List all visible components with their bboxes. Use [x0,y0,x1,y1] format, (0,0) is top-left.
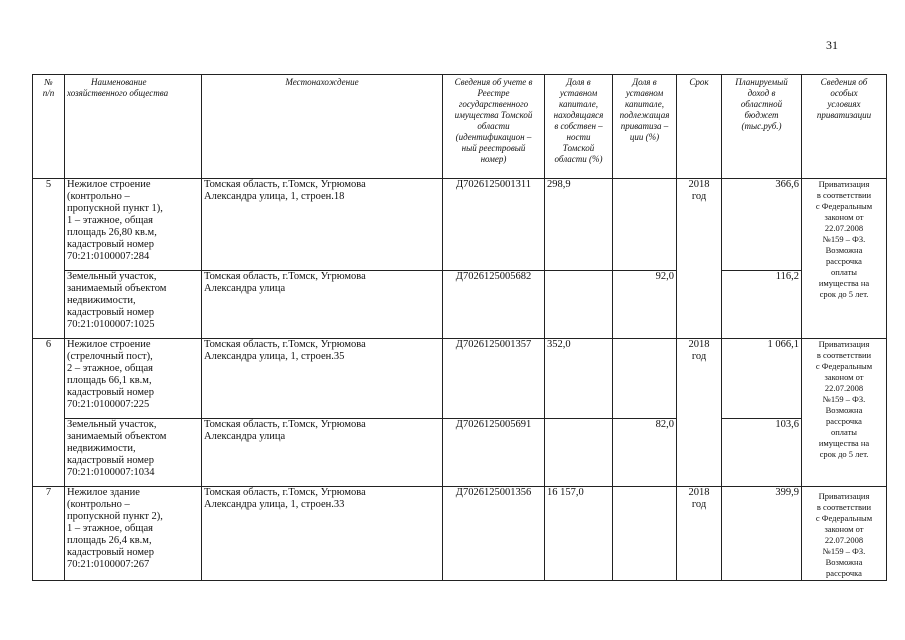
privatization-conditions: Приватизация в соответствии с Федеральным законом от 22.07.2008 №159 – ФЗ. Возможна рассрочка оплаты имущества на срок до 5 лет. [802,339,887,487]
share-privat: 82,0 [613,419,677,487]
registry-number: Д7026125005691 [443,419,545,487]
table-row [33,339,887,419]
row-number: 7 [33,487,65,581]
table-row [33,419,887,487]
header-location: Местонахождение [202,75,443,179]
share-owned [545,419,613,487]
header-name: Наименование хозяйственного общества [65,75,202,179]
share-privat [613,179,677,271]
term: 2018 год [677,339,722,487]
table-row [33,271,887,339]
page-number: 31 [826,38,838,52]
share-owned: 352,0 [545,339,613,419]
term: 2018 год [677,179,722,339]
object-description: Нежилое строение (контрольно – пропускной пункт 1), 1 – этажное, общая площадь 26,80 кв.м, кадастровый номер 70:21:0100007:284 [65,179,202,271]
table-row [33,179,887,271]
object-description: Земельный участок, занимаемый объектом недвижимости, кадастровый номер 70:21:0100007:1025 [65,271,202,339]
object-description: Нежилое здание (контрольно – пропускной пункт 2), 1 – этажное, общая площадь 26,4 кв.м, кадастровый номер 70:21:0100007:267 [65,487,202,581]
privatization-conditions: Приватизация в соответствии с Федеральным законом от 22.07.2008 №159 – ФЗ. Возможна рассрочка оплаты имущества на срок до 5 лет. [802,179,887,339]
row-number: 6 [33,339,65,487]
share-owned [545,271,613,339]
header-registry: Сведения об учете в Реестре государственного имущества Томской области (идентификацион – ный реестровый номер) [443,75,545,179]
registry-number: Д7026125001356 [443,487,545,581]
header-term: Срок [677,75,722,179]
registry-number: Д7026125005682 [443,271,545,339]
share-owned: 298,9 [545,179,613,271]
object-location: Томская область, г.Томск, Угрюмова Александра улица, 1, строен.18 [202,179,443,271]
registry-number: Д7026125001311 [443,179,545,271]
planned-income: 399,9 [722,487,802,581]
term: 2018 год [677,487,722,581]
header-share-owned: Доля в уставном капитале, находящаяся в собствен – ности Томской области (%) [545,75,613,179]
privatization-conditions: Приватизация в соответствии с Федеральным законом от 22.07.2008 №159 – ФЗ. Возможна рассрочка [802,487,887,581]
share-privat [613,487,677,581]
planned-income: 116,2 [722,271,802,339]
planned-income: 366,6 [722,179,802,271]
object-description: Нежилое строение (стрелочный пост), 2 – этажное, общая площадь 66,1 кв.м, кадастровый номер 70:21:0100007:225 [65,339,202,419]
registry-number: Д7026125001357 [443,339,545,419]
table-header-row [33,75,887,179]
header-conditions: Сведения об особых условиях приватизации [802,75,887,179]
privatization-table [32,74,887,581]
header-income: Планируемый доход в областной бюджет (тыс.руб.) [722,75,802,179]
object-location: Томская область, г.Томск, Угрюмова Александра улица [202,419,443,487]
object-location: Томская область, г.Томск, Угрюмова Александра улица [202,271,443,339]
object-location: Томская область, г.Томск, Угрюмова Александра улица, 1, строен.33 [202,487,443,581]
share-privat [613,339,677,419]
object-description: Земельный участок, занимаемый объектом недвижимости, кадастровый номер 70:21:0100007:1034 [65,419,202,487]
header-share-privat: Доля в уставном капитале, подлежащая приватиза – ции (%) [613,75,677,179]
header-num: № п/п [33,75,65,179]
planned-income: 103,6 [722,419,802,487]
planned-income: 1 066,1 [722,339,802,419]
table-row [33,487,887,581]
row-number: 5 [33,179,65,339]
object-location: Томская область, г.Томск, Угрюмова Александра улица, 1, строен.35 [202,339,443,419]
share-owned: 16 157,0 [545,487,613,581]
share-privat: 92,0 [613,271,677,339]
